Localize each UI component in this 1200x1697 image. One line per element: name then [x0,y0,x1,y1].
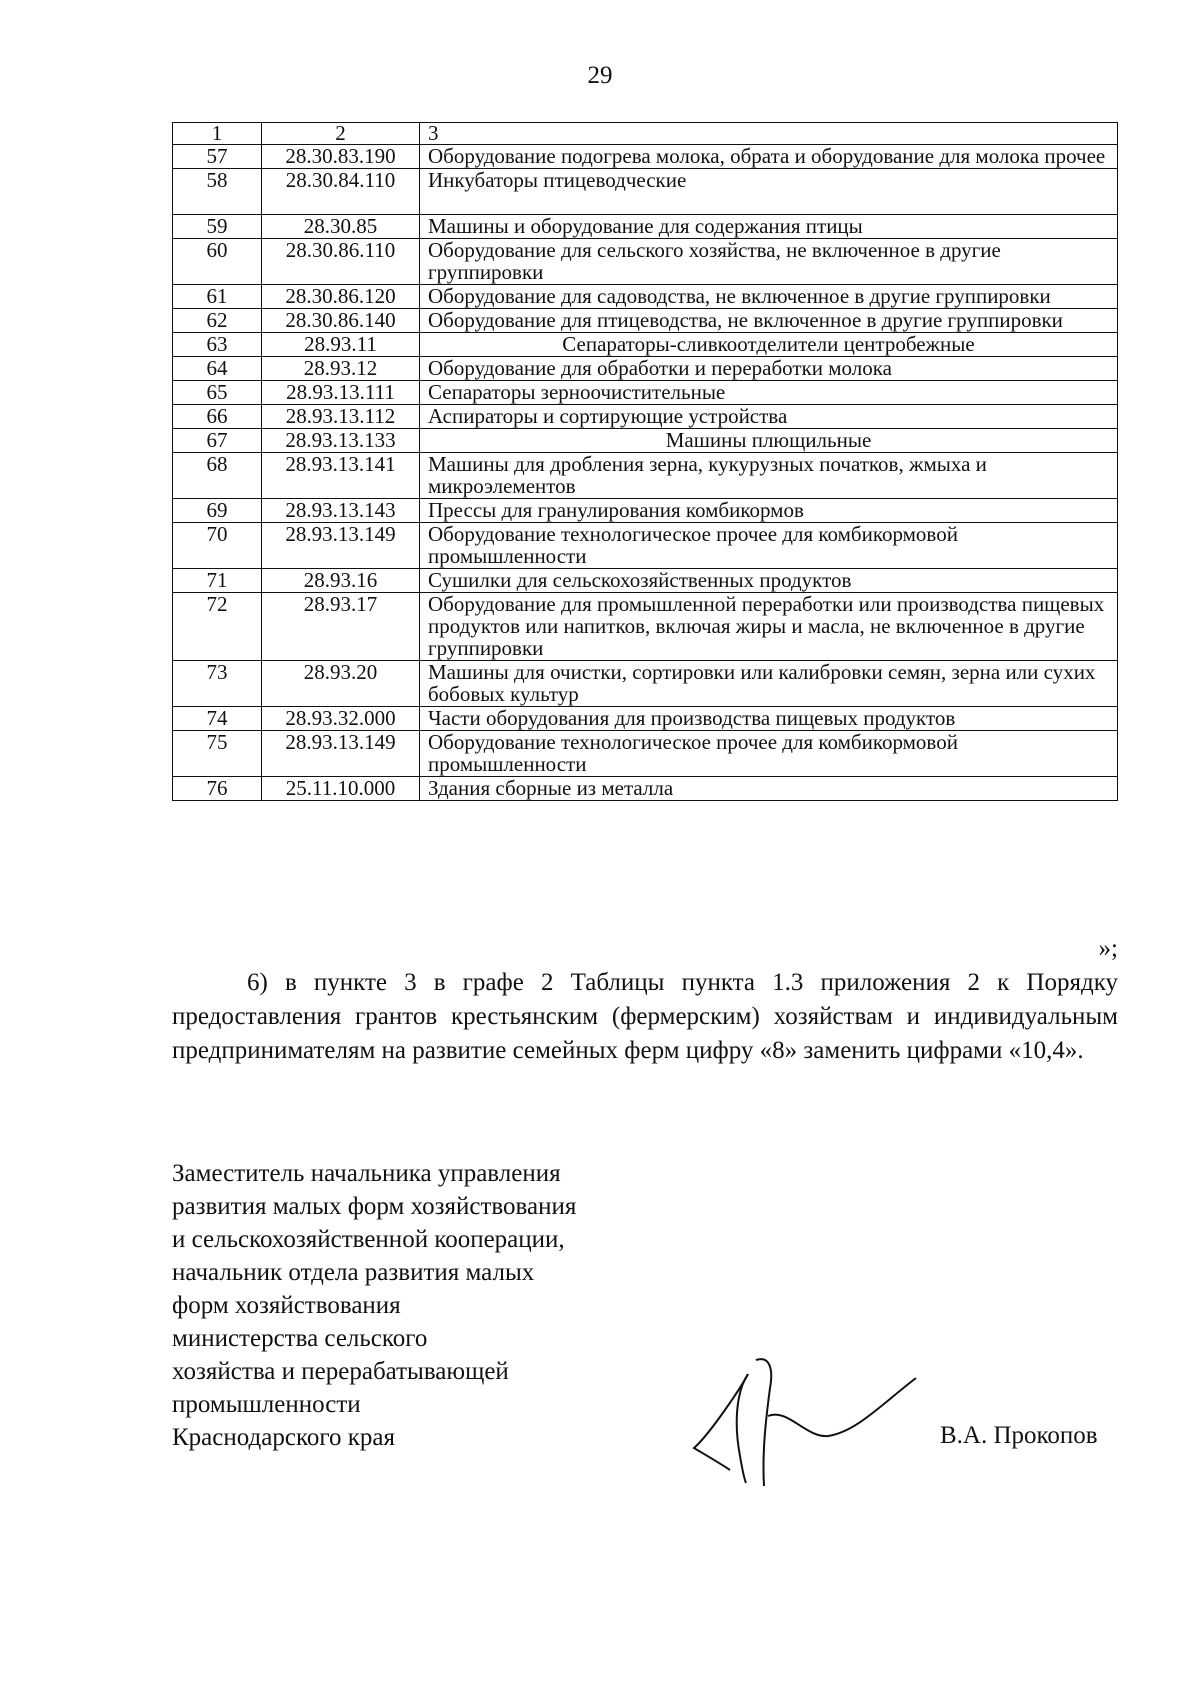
okpd-code: 28.93.13.133 [262,429,420,453]
page-number: 29 [587,62,613,89]
equipment-name: Аспираторы и сортирующие устройства [420,405,1118,429]
equipment-name: Оборудование для садоводства, не включенное в другие группировки [420,285,1118,309]
okpd-code: 28.30.86.140 [262,309,420,333]
row-number: 58 [173,169,262,215]
okpd-code: 28.30.83.190 [262,145,420,169]
okpd-code: 28.30.86.120 [262,285,420,309]
equipment-name: Оборудование технологическое прочее для комбикормовой промышленности [420,731,1118,777]
row-number: 73 [173,661,262,707]
signer-title: Заместитель начальника управления развития малых форм хозяйствования и сельскохозяйственной кооперации, начальник отдела развития малых форм хозяйствования министерства сельского хозяйства и перерабатывающей промышленности Краснодарского края [172,1160,577,1451]
table-row [173,333,1118,357]
table-row [173,215,1118,239]
table-row [173,145,1118,169]
okpd-code: 28.93.20 [262,661,420,707]
column-header: 3 [420,123,1118,145]
table-header-row [173,123,1118,145]
equipment-table [172,122,1118,801]
okpd-code: 28.30.86.110 [262,239,420,285]
table-row [173,661,1118,707]
equipment-name: Сушилки для сельскохозяйственных продуктов [420,569,1118,593]
okpd-code: 28.93.11 [262,333,420,357]
row-number: 66 [173,405,262,429]
row-number: 68 [173,453,262,499]
equipment-name: Машины для дробления зерна, кукурузных початков, жмыха и микроэлементов [420,453,1118,499]
equipment-name: Машины плющильные [420,429,1118,453]
row-number: 59 [173,215,262,239]
table-row [173,593,1118,661]
table-row [173,569,1118,593]
table-row [173,777,1118,801]
okpd-code: 28.30.85 [262,215,420,239]
equipment-name: Части оборудования для производства пищевых продуктов [420,707,1118,731]
table-row [173,429,1118,453]
column-header: 1 [173,123,262,145]
row-number: 67 [173,429,262,453]
table-row [173,499,1118,523]
equipment-name: Здания сборные из металла [420,777,1118,801]
table-row [173,453,1118,499]
row-number: 70 [173,523,262,569]
okpd-code: 28.93.13.112 [262,405,420,429]
okpd-code: 25.11.10.000 [262,777,420,801]
handwritten-signature [690,1352,930,1487]
okpd-code: 28.93.13.141 [262,453,420,499]
okpd-code: 28.93.16 [262,569,420,593]
okpd-code: 28.93.13.143 [262,499,420,523]
row-number: 63 [173,333,262,357]
equipment-name: Оборудование для обработки и переработки молока [420,357,1118,381]
row-number: 74 [173,707,262,731]
okpd-code: 28.30.84.110 [262,169,420,215]
amendment-section [172,932,1118,1068]
row-number: 69 [173,499,262,523]
equipment-name: Оборудование технологическое прочее для комбикормовой промышленности [420,523,1118,569]
row-number: 64 [173,357,262,381]
table-row [173,285,1118,309]
row-number: 57 [173,145,262,169]
row-number: 75 [173,731,262,777]
row-number: 61 [173,285,262,309]
table-row [173,381,1118,405]
equipment-name: Инкубаторы птицеводческие [420,169,1118,215]
equipment-name: Оборудование для сельского хозяйства, не включенное в другие группировки [420,239,1118,285]
row-number: 62 [173,309,262,333]
table-row [173,707,1118,731]
okpd-code: 28.93.13.149 [262,731,420,777]
equipment-name: Машины для очистки, сортировки или калибровки семян, зерна или сухих бобовых культур [420,661,1118,707]
okpd-code: 28.93.12 [262,357,420,381]
okpd-code: 28.93.17 [262,593,420,661]
table-row [173,731,1118,777]
equipment-name: Оборудование для промышленной переработки или производства пищевых продуктов или напитков, включая жиры и масла, не включенное в другие группировки [420,593,1118,661]
okpd-code: 28.93.13.149 [262,523,420,569]
table-row [173,239,1118,285]
equipment-name: Оборудование для птицеводства, не включенное в другие группировки [420,309,1118,333]
equipment-name: Сепараторы зерноочистительные [420,381,1118,405]
table-row [173,523,1118,569]
row-number: 65 [173,381,262,405]
equipment-name: Прессы для гранулирования комбикормов [420,499,1118,523]
okpd-code: 28.93.32.000 [262,707,420,731]
table-row [173,405,1118,429]
column-header: 2 [262,123,420,145]
row-number: 71 [173,569,262,593]
table-row [173,357,1118,381]
table-row [173,309,1118,333]
equipment-name: Машины и оборудование для содержания птицы [420,215,1118,239]
closing-quote: »; [1098,935,1118,962]
equipment-name: Оборудование подогрева молока, обрата и оборудование для молока прочее [420,145,1118,169]
table-row [173,169,1118,215]
amendment-paragraph: 6) в пункте 3 в графе 2 Таблицы пункта 1.3 приложения 2 к Порядку предоставления грантов крестьянским (фермерским) хозяйствам и индивидуальным предпринимателям на развитие семейных ферм цифру «8» заменить цифрами «10,4». [172,969,1118,1064]
row-number: 76 [173,777,262,801]
signer-name: В.А. Прокопов [940,1422,1098,1449]
row-number: 60 [173,239,262,285]
equipment-name: Сепараторы-сливкоотделители центробежные [420,333,1118,357]
okpd-code: 28.93.13.111 [262,381,420,405]
row-number: 72 [173,593,262,661]
